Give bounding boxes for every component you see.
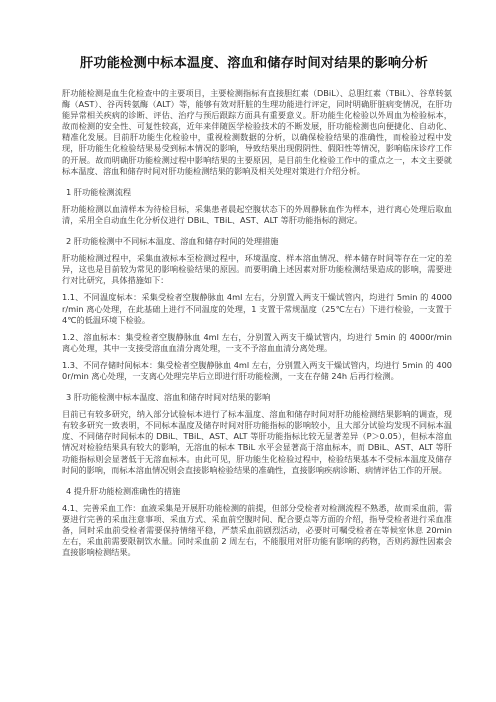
section-3-paragraph: 目前已有较多研究，纳入部分试验标本进行了标本温度、溶血和储存时间对肝功能检测结果影响的调查，现有较多研究一致表明，不同标本温度及储存时间对肝功能指标的影响较小，且大部分试验均发现不同标本温度、不同储存时间标本的 DBiL、TBiL、AST、ALT 等肝功能指标比较无显著差异（P＞0.05），但标本溶血情况对检验结果具有较大的影响，无溶血的标本 TBiL 水平会显著高于溶血标本，而 DBiL、AST、ALT 等肝功能指标则会显著低于无溶血标本。由此可见，肝功能生化检验过程中，检验结果基本不受标本温度及储存时间的影响，而标本溶血情况则会直接影响检验结果的准确性，直接影响疾病诊断、病情评估工作的开展。 [62,409,452,475]
section-2-item-1: 1.1、不同温度标本：采集受检者空腹静脉血 4ml 左右，分别置入两支干燥试管内，均进行 5min 的 4000r/min 离心处理，在此基础上进行不同温度的处理，1 支置于常规温度（25℃左右）下进行检验，一支置于 4℃的低温环境下检验。 [62,292,452,325]
page-title: 肝功能检测中标本温度、溶血和储存时间对结果的影响分析 [79,56,429,71]
section-2-paragraph: 肝功能检测过程中，采集血液标本至检测过程中，环境温度、样本溶血情况、样本储存时间等存在一定的差异，这也是目前较为常见的影响检验结果的原因。而要明确上述因素对肝功能检测结果造成的影响，需要进行对比研究，具体措施如下： [62,253,452,286]
section-4-heading: 4 提升肝功能检测准确性的措施 [66,485,181,496]
section-3-heading: 3 肝功能检测中标本温度、溶血和储存时间对结果的影响 [66,392,271,403]
section-1-paragraph: 肝功能检测以血清样本为待检目标，采集患者晨起空腹状态下的外周静脉血作为样本，进行离心处理后取血清，采用全自动血生化分析仪进行 DBiL、TBiL、AST、ALT 等肝功能指标的测定。 [62,203,452,225]
section-2-item-2: 1.2、溶血标本：集受检者空腹静脉血 4ml 左右，分别置入两支干燥试管内，均进行 5min 的 4000r/min 离心处理，其中一支接受溶血血清分离处理，一支不予溶血血清分离处理。 [62,331,452,353]
section-1-heading: 1 肝功能检测流程 [66,186,132,197]
section-2-heading: 2 肝功能检测中不同标本温度、溶血和储存时间的处理措施 [66,236,279,247]
section-4-item-1: 4.1、完善采血工作：血液采集是开展肝功能检测的前提，但部分受检者对检测流程不熟悉，故而采血前，需要进行完善的采血注意事项、采血方式、采血前空腹时间、配合要点等方面的介绍，指导受检者进行采血准备，同时采血前受检者需要保持情绪平稳，严禁采血前剧烈活动，必要时可嘱受检者在等候室休息 20min 左右，采血前需要限制饮水量。同时采血前 2 周左右，不能服用对肝功能有影响的药物，否则药源性因素会直接影响检测结果。 [62,502,452,558]
section-2-item-3: 1.3、不同存储时间标本：集受检者空腹静脉血 4ml 左右，分别置入两支干燥试管内，均进行 5min 的 4000r/min 离心处理，一支离心处理完毕后立即进行肝功能检测，一支在存储 24h 后再行检测。 [62,359,452,381]
intro-paragraph: 肝功能检测是血生化检查中的主要项目，主要检测指标有直接胆红素（DBiL）、总胆红素（TBiL）、谷草转氨酶（AST）、谷丙转氨酶（ALT）等，能够有效对肝脏的生理功能进行评定，同时明确肝脏病变情况，在肝功能异常相关疾病的诊断、评估、治疗与预后跟踪方面具有重要意义。肝功能生化检验以外周血为检验标本，故而检测的安全性、可复性较高，近年来伴随医学检验技术的不断发展，肝功能检测也向便捷化、自动化、精准化发展。目前肝功能生化检验中，重视检测数据的分析，以确保检验结果的准确性，而检验过程中发现，肝功能生化检验结果易受到标本情况的影响，导致结果出现假阴性、假阳性等情况，影响临床诊疗工作的开展。故而明确肝功能检测过程中影响结果的主要原因，是目前生化检验工作中的重点之一，本文主要就标本温度、溶血和储存时间对肝功能检测结果的影响及相关处理对策进行介绍分析。 [62,88,452,176]
